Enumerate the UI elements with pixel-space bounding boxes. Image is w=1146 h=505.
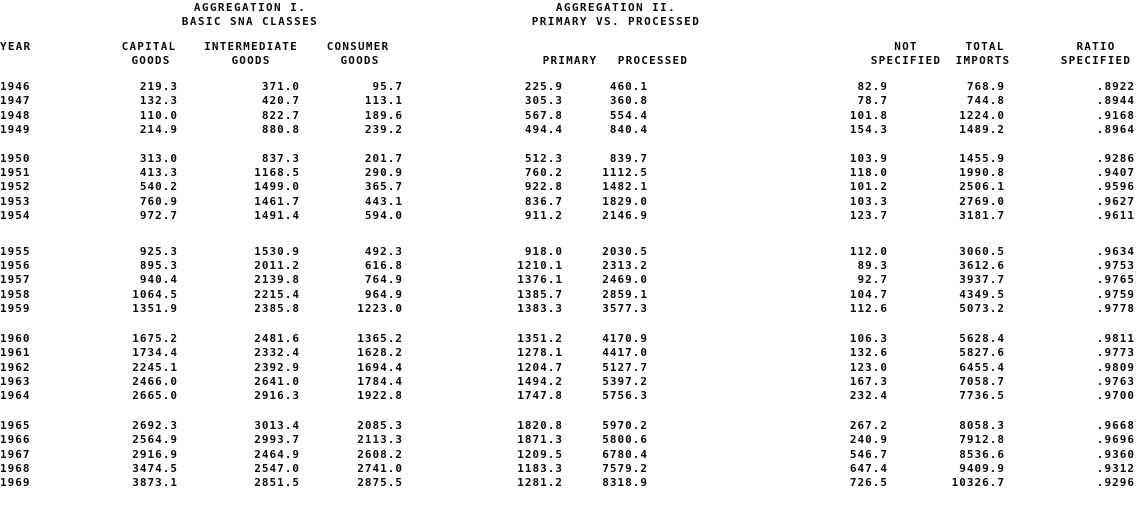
cell-not-specified: 89.3 — [857, 259, 888, 273]
cell-not-specified: 123.0 — [849, 360, 888, 374]
cell-intermediate-goods: 2851.5 — [254, 476, 300, 490]
cell-total-imports: 5628.4 — [959, 331, 1005, 345]
cell-ratio-specified: .9312 — [1096, 461, 1135, 475]
cell-not-specified: 78.7 — [857, 94, 888, 108]
cell-consumer-goods: 964.9 — [364, 287, 403, 301]
col-header-ratio: RATIO — [1076, 40, 1116, 53]
cell-capital-goods: 1064.5 — [132, 287, 178, 301]
cell-intermediate-goods: 1499.0 — [254, 180, 300, 194]
col-header-consumer-goods: GOODS — [340, 53, 380, 67]
cell-capital-goods: 1675.2 — [132, 331, 178, 345]
cell-not-specified: 112.6 — [849, 302, 888, 316]
cell-year: 1951 — [0, 166, 31, 180]
cell-year: 1961 — [0, 346, 31, 360]
table-row — [0, 259, 1135, 273]
cell-not-specified: 154.3 — [849, 123, 888, 137]
cell-not-specified: 167.3 — [849, 374, 888, 388]
cell-processed: 554.4 — [609, 108, 648, 122]
cell-total-imports: 7912.8 — [959, 433, 1005, 447]
cell-capital-goods: 895.3 — [139, 259, 178, 273]
cell-consumer-goods: 189.6 — [364, 108, 403, 122]
cell-processed: 2030.5 — [602, 244, 648, 258]
cell-capital-goods: 2692.3 — [132, 418, 178, 432]
cell-consumer-goods: 2085.3 — [357, 418, 403, 432]
cell-year: 1955 — [0, 244, 31, 258]
col-header-ratio-specified: SPECIFIED — [1060, 53, 1132, 67]
cell-not-specified: 726.5 — [849, 476, 888, 490]
col-header-capital: CAPITAL — [121, 40, 177, 53]
cell-primary: 1385.7 — [517, 287, 563, 301]
cell-ratio-specified: .9168 — [1096, 108, 1135, 122]
table-row — [0, 195, 1135, 209]
cell-total-imports: 5827.6 — [959, 346, 1005, 360]
cell-processed: 7579.2 — [602, 461, 648, 475]
cell-consumer-goods: 492.3 — [364, 244, 403, 258]
cell-primary: 1871.3 — [517, 433, 563, 447]
cell-intermediate-goods: 1530.9 — [254, 244, 300, 258]
col-header-processed: PROCESSED — [617, 53, 689, 67]
cell-consumer-goods: 113.1 — [364, 94, 403, 108]
cell-intermediate-goods: 822.7 — [261, 108, 300, 122]
cell-consumer-goods: 1694.4 — [357, 360, 403, 374]
table-row — [0, 180, 1135, 194]
aggregation-1-line2: BASIC SNA CLASSES — [181, 14, 319, 28]
cell-consumer-goods: 2741.0 — [357, 461, 403, 475]
cell-primary: 1210.1 — [517, 259, 563, 273]
cell-primary: 1204.7 — [517, 360, 563, 374]
col-header-capital-goods: GOODS — [131, 53, 171, 67]
cell-total-imports: 8536.6 — [959, 447, 1005, 461]
row-gap — [0, 224, 1135, 245]
cell-primary: 911.2 — [524, 209, 563, 223]
cell-capital-goods: 3474.5 — [132, 461, 178, 475]
cell-total-imports: 3060.5 — [959, 244, 1005, 258]
cell-ratio-specified: .9811 — [1096, 331, 1135, 345]
cell-intermediate-goods: 1461.7 — [254, 194, 300, 208]
cell-processed: 460.1 — [609, 80, 648, 93]
cell-ratio-specified: .9627 — [1096, 194, 1135, 208]
table-row — [0, 245, 1135, 259]
cell-processed: 5756.3 — [602, 389, 648, 403]
cell-processed: 1112.5 — [602, 166, 648, 180]
cell-not-specified: 103.9 — [849, 151, 888, 165]
cell-year: 1964 — [0, 389, 31, 403]
cell-consumer-goods: 2113.3 — [357, 433, 403, 447]
cell-not-specified: 267.2 — [849, 418, 888, 432]
cell-total-imports: 1489.2 — [959, 123, 1005, 137]
table-row — [0, 152, 1135, 166]
cell-processed: 2313.2 — [602, 259, 648, 273]
table-row — [0, 462, 1135, 476]
cell-year: 1963 — [0, 374, 31, 388]
cell-year: 1946 — [0, 80, 31, 93]
cell-intermediate-goods: 2464.9 — [254, 447, 300, 461]
cell-year: 1957 — [0, 273, 31, 287]
cell-total-imports: 768.9 — [966, 80, 1005, 93]
cell-primary: 305.3 — [524, 94, 563, 108]
cell-year: 1949 — [0, 123, 31, 137]
cell-consumer-goods: 1628.2 — [357, 346, 403, 360]
cell-consumer-goods: 594.0 — [364, 209, 403, 223]
cell-not-specified: 123.7 — [849, 209, 888, 223]
cell-consumer-goods: 1784.4 — [357, 374, 403, 388]
cell-capital-goods: 540.2 — [139, 180, 178, 194]
cell-year: 1952 — [0, 180, 31, 194]
table-row — [0, 273, 1135, 287]
cell-ratio-specified: .9611 — [1096, 209, 1135, 223]
cell-primary: 1747.8 — [517, 389, 563, 403]
cell-not-specified: 240.9 — [849, 433, 888, 447]
cell-capital-goods: 132.3 — [139, 94, 178, 108]
cell-not-specified: 132.6 — [849, 346, 888, 360]
cell-consumer-goods: 764.9 — [364, 273, 403, 287]
cell-total-imports: 9409.9 — [959, 461, 1005, 475]
cell-ratio-specified: .9700 — [1096, 389, 1135, 403]
cell-capital-goods: 313.0 — [139, 151, 178, 165]
aggregation-2-line1: AGGREGATION II. — [555, 1, 677, 14]
cell-ratio-specified: .9668 — [1096, 418, 1135, 432]
cell-intermediate-goods: 2916.3 — [254, 389, 300, 403]
cell-processed: 6780.4 — [602, 447, 648, 461]
cell-capital-goods: 760.9 — [139, 194, 178, 208]
cell-capital-goods: 940.4 — [139, 273, 178, 287]
cell-intermediate-goods: 2547.0 — [254, 461, 300, 475]
cell-consumer-goods: 201.7 — [364, 151, 403, 165]
table-row — [0, 288, 1135, 302]
cell-processed: 840.4 — [609, 123, 648, 137]
cell-ratio-specified: .8944 — [1096, 94, 1135, 108]
cell-primary: 1281.2 — [517, 476, 563, 490]
col-header-not-specified: SPECIFIED — [870, 53, 942, 67]
cell-not-specified: 103.3 — [849, 194, 888, 208]
cell-ratio-specified: .9407 — [1096, 166, 1135, 180]
cell-intermediate-goods: 2011.2 — [254, 259, 300, 273]
table-row — [0, 302, 1135, 316]
row-gap — [0, 138, 1135, 152]
cell-year: 1958 — [0, 287, 31, 301]
cell-not-specified: 104.7 — [849, 287, 888, 301]
cell-ratio-specified: .9696 — [1096, 433, 1135, 447]
cell-not-specified: 82.9 — [857, 80, 888, 93]
cell-capital-goods: 413.3 — [139, 166, 178, 180]
table-row — [0, 209, 1135, 223]
cell-total-imports: 3937.7 — [959, 273, 1005, 287]
aggregation-2-title — [532, 1, 700, 28]
cell-year: 1953 — [0, 194, 31, 208]
cell-capital-goods: 219.3 — [139, 80, 178, 93]
cell-intermediate-goods: 2215.4 — [254, 287, 300, 301]
cell-year: 1969 — [0, 476, 31, 490]
cell-processed: 2469.0 — [602, 273, 648, 287]
cell-capital-goods: 2466.0 — [132, 374, 178, 388]
cell-intermediate-goods: 371.0 — [261, 80, 300, 93]
cell-total-imports: 10326.7 — [951, 476, 1005, 490]
col-header-total: TOTAL — [965, 40, 1005, 53]
cell-year: 1968 — [0, 461, 31, 475]
cell-processed: 1482.1 — [602, 180, 648, 194]
cell-ratio-specified: .9360 — [1096, 447, 1135, 461]
cell-consumer-goods: 1922.8 — [357, 389, 403, 403]
cell-ratio-specified: .9778 — [1096, 302, 1135, 316]
table-row — [0, 123, 1135, 137]
cell-capital-goods: 1734.4 — [132, 346, 178, 360]
cell-consumer-goods: 1365.2 — [357, 331, 403, 345]
col-header-not: NOT — [894, 40, 918, 53]
cell-processed: 5970.2 — [602, 418, 648, 432]
cell-capital-goods: 2564.9 — [132, 433, 178, 447]
row-gap — [0, 404, 1135, 419]
col-header-intermediate: INTERMEDIATE — [204, 40, 298, 53]
imports-table — [0, 80, 1135, 491]
row-gap — [0, 317, 1135, 332]
aggregation-1-line1: AGGREGATION I. — [193, 1, 307, 14]
cell-processed: 3577.3 — [602, 302, 648, 316]
cell-primary: 567.8 — [524, 108, 563, 122]
cell-ratio-specified: .9286 — [1096, 151, 1135, 165]
cell-primary: 1278.1 — [517, 346, 563, 360]
cell-capital-goods: 2916.9 — [132, 447, 178, 461]
cell-processed: 5127.7 — [602, 360, 648, 374]
cell-total-imports: 744.8 — [966, 94, 1005, 108]
aggregation-1-title — [182, 1, 318, 28]
cell-intermediate-goods: 2392.9 — [254, 360, 300, 374]
cell-processed: 4417.0 — [602, 346, 648, 360]
cell-intermediate-goods: 3013.4 — [254, 418, 300, 432]
cell-processed: 2146.9 — [602, 209, 648, 223]
table-row — [0, 419, 1135, 433]
cell-year: 1947 — [0, 94, 31, 108]
cell-intermediate-goods: 2641.0 — [254, 374, 300, 388]
cell-consumer-goods: 443.1 — [364, 194, 403, 208]
cell-not-specified: 647.4 — [849, 461, 888, 475]
cell-not-specified: 92.7 — [857, 273, 888, 287]
table-row — [0, 166, 1135, 180]
cell-not-specified: 546.7 — [849, 447, 888, 461]
cell-total-imports: 1990.8 — [959, 166, 1005, 180]
table-row — [0, 80, 1135, 94]
cell-primary: 918.0 — [524, 244, 563, 258]
cell-capital-goods: 2665.0 — [132, 389, 178, 403]
cell-not-specified: 101.8 — [849, 108, 888, 122]
cell-total-imports: 6455.4 — [959, 360, 1005, 374]
col-header-intermediate-goods: GOODS — [231, 53, 271, 67]
cell-intermediate-goods: 2993.7 — [254, 433, 300, 447]
cell-ratio-specified: .9809 — [1096, 360, 1135, 374]
table-row — [0, 433, 1135, 447]
cell-processed: 5800.6 — [602, 433, 648, 447]
cell-capital-goods: 3873.1 — [132, 476, 178, 490]
cell-total-imports: 5073.2 — [959, 302, 1005, 316]
cell-consumer-goods: 95.7 — [372, 80, 403, 93]
cell-primary: 1183.3 — [517, 461, 563, 475]
cell-year: 1950 — [0, 151, 31, 165]
cell-intermediate-goods: 1491.4 — [254, 209, 300, 223]
cell-processed: 839.7 — [609, 151, 648, 165]
cell-consumer-goods: 616.8 — [364, 259, 403, 273]
cell-primary: 1494.2 — [517, 374, 563, 388]
cell-year: 1948 — [0, 108, 31, 122]
cell-primary: 1383.3 — [517, 302, 563, 316]
cell-ratio-specified: .8964 — [1096, 123, 1135, 137]
cell-total-imports: 7058.7 — [959, 374, 1005, 388]
cell-capital-goods: 110.0 — [139, 108, 178, 122]
cell-capital-goods: 925.3 — [139, 244, 178, 258]
cell-primary: 760.2 — [524, 166, 563, 180]
cell-ratio-specified: .9759 — [1096, 287, 1135, 301]
cell-year: 1956 — [0, 259, 31, 273]
cell-primary: 225.9 — [524, 80, 563, 93]
cell-primary: 494.4 — [524, 123, 563, 137]
table-row — [0, 109, 1135, 123]
cell-total-imports: 8058.3 — [959, 418, 1005, 432]
cell-consumer-goods: 1223.0 — [357, 302, 403, 316]
cell-total-imports: 2506.1 — [959, 180, 1005, 194]
cell-year: 1954 — [0, 209, 31, 223]
cell-ratio-specified: .9296 — [1096, 476, 1135, 490]
cell-capital-goods: 1351.9 — [132, 302, 178, 316]
cell-primary: 1351.2 — [517, 331, 563, 345]
cell-primary: 1209.5 — [517, 447, 563, 461]
table-row — [0, 346, 1135, 360]
table-row — [0, 361, 1135, 375]
cell-not-specified: 112.0 — [849, 244, 888, 258]
cell-intermediate-goods: 420.7 — [261, 94, 300, 108]
col-header-consumer: CONSUMER — [326, 40, 390, 53]
cell-consumer-goods: 239.2 — [364, 123, 403, 137]
cell-total-imports: 1455.9 — [959, 151, 1005, 165]
cell-year: 1959 — [0, 302, 31, 316]
cell-intermediate-goods: 2481.6 — [254, 331, 300, 345]
cell-intermediate-goods: 880.8 — [261, 123, 300, 137]
col-header-total-imports: IMPORTS — [955, 53, 1011, 67]
cell-ratio-specified: .9753 — [1096, 259, 1135, 273]
cell-ratio-specified: .9773 — [1096, 346, 1135, 360]
cell-not-specified: 101.2 — [849, 180, 888, 194]
cell-processed: 8318.9 — [602, 476, 648, 490]
cell-ratio-specified: .9763 — [1096, 374, 1135, 388]
cell-primary: 1820.8 — [517, 418, 563, 432]
table-row — [0, 476, 1135, 490]
col-header-primary: PRIMARY — [542, 53, 598, 67]
cell-not-specified: 106.3 — [849, 331, 888, 345]
cell-ratio-specified: .9634 — [1096, 244, 1135, 258]
table-row — [0, 448, 1135, 462]
cell-total-imports: 7736.5 — [959, 389, 1005, 403]
cell-processed: 5397.2 — [602, 374, 648, 388]
cell-capital-goods: 214.9 — [139, 123, 178, 137]
cell-intermediate-goods: 837.3 — [261, 151, 300, 165]
cell-consumer-goods: 2875.5 — [357, 476, 403, 490]
cell-year: 1965 — [0, 418, 31, 432]
table-body — [0, 80, 1135, 491]
cell-processed: 2859.1 — [602, 287, 648, 301]
cell-primary: 836.7 — [524, 194, 563, 208]
cell-processed: 360.8 — [609, 94, 648, 108]
cell-year: 1967 — [0, 447, 31, 461]
table-row — [0, 375, 1135, 389]
table-row — [0, 332, 1135, 346]
table-row — [0, 389, 1135, 403]
col-header-year: YEAR — [0, 40, 32, 53]
cell-not-specified: 232.4 — [849, 389, 888, 403]
cell-not-specified: 118.0 — [849, 166, 888, 180]
cell-processed: 4170.9 — [602, 331, 648, 345]
cell-consumer-goods: 290.9 — [364, 166, 403, 180]
cell-consumer-goods: 365.7 — [364, 180, 403, 194]
cell-consumer-goods: 2608.2 — [357, 447, 403, 461]
cell-ratio-specified: .8922 — [1096, 80, 1135, 93]
aggregation-2-line2: PRIMARY VS. PROCESSED — [531, 14, 701, 28]
cell-year: 1960 — [0, 331, 31, 345]
cell-year: 1966 — [0, 433, 31, 447]
cell-total-imports: 3612.6 — [959, 259, 1005, 273]
cell-total-imports: 3181.7 — [959, 209, 1005, 223]
cell-total-imports: 1224.0 — [959, 108, 1005, 122]
cell-intermediate-goods: 2332.4 — [254, 346, 300, 360]
cell-capital-goods: 2245.1 — [132, 360, 178, 374]
cell-primary: 1376.1 — [517, 273, 563, 287]
cell-total-imports: 2769.0 — [959, 194, 1005, 208]
cell-total-imports: 4349.5 — [959, 287, 1005, 301]
cell-year: 1962 — [0, 360, 31, 374]
cell-intermediate-goods: 1168.5 — [254, 166, 300, 180]
cell-capital-goods: 972.7 — [139, 209, 178, 223]
cell-processed: 1829.0 — [602, 194, 648, 208]
cell-intermediate-goods: 2139.8 — [254, 273, 300, 287]
cell-ratio-specified: .9765 — [1096, 273, 1135, 287]
cell-primary: 922.8 — [524, 180, 563, 194]
cell-primary: 512.3 — [524, 151, 563, 165]
table-row — [0, 94, 1135, 108]
cell-intermediate-goods: 2385.8 — [254, 302, 300, 316]
cell-ratio-specified: .9596 — [1096, 180, 1135, 194]
